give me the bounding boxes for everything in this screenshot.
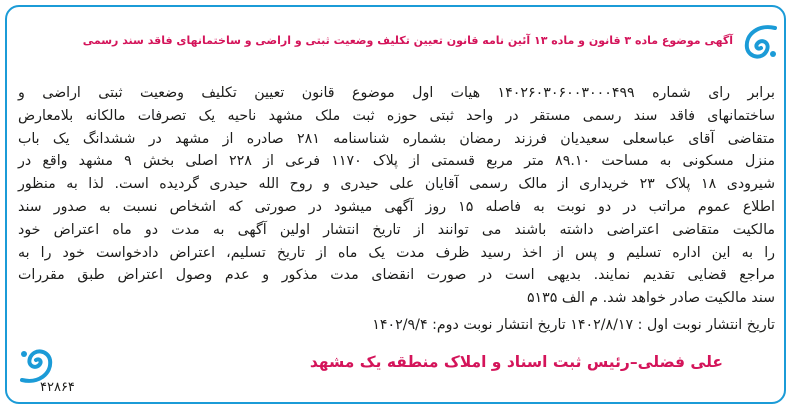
notice-body-line: اطلاع عموم مراتب در دو نوبت به فاصله ۱۵ روز آگهی میشود در صورتی که اشخاص نسبت به صدور سند [18,198,775,215]
notice-body-line: را به این اداره تسلیم و پس از اخذ رسید ظرف مدت یک ماه از تاریخ تسلیم، اعتراض دادخواست خود را به [18,244,775,261]
notice-body-line: مراجع قضایی تقدیم نمایند. بدیهی است در صورت انقضای مدت مذکور و عدم وصول اعتراض طبق مقررات [18,267,775,284]
swirl-ornament-icon [737,20,781,64]
notice-body-line: متقاضی آقای عباسعلی سعیدیان فرزند رمضان بشماره شناسنامه ۲۸۱ صادره از مشهد در ششدانگ یک باب [18,130,775,147]
signature: علی فضلی–رئیس ثبت اسناد و املاک منطقه یک مشهد [309,353,723,371]
notice-body-line: برابر رای شماره ۱۴۰۲۶۰۳۰۶۰۰۳۰۰۰۴۹۹ هیات اول موضوع قانون تعیین تکلیف وضعیت ثبتی اراضی و [18,85,775,101]
notice-title: آگهی موضوع ماده ۳ قانون و ماده ۱۳ آئین نامه قانون تعیین تکلیف وضعیت ثبتی و اراضی و ساختمانهای فاقد سند رسمی [82,34,733,47]
notice-body-line: ساختمانهای فاقد سند رسمی مستقر در واحد ثبتی حوزه ثبت ملک مشهد ناحیه یک تصرفات مالکانه بلامعارض [18,107,775,124]
publication-dates: تاریخ انتشار نوبت اول : ۱۴۰۲/۸/۱۷ تاریخ انتشار نوبت دوم: ۱۴۰۲/۹/۴ [372,317,775,333]
notice-body [18,82,775,310]
notice-body-line: مالکیت متقاضی اعتراضی داشته باشند می توانند از تاریخ انتشار اولین آگهی به مدت دو ماه اعتراض خود [18,221,775,238]
notice-body-line: شیرودی ۱۸ پلاک ۲۳ خریداری از مالک رسمی آقایان علی حیدری و روح الله حیدری گردیده است. لذا به منظور [18,176,776,193]
notice-body-line: منزل مسکونی به مساحت ۸۹.۱۰ متر مربع قسمتی از پلاک ۱۱۷۰ فرعی از ۲۲۸ اصلی بخش ۹ مشهد واقع در [18,153,775,170]
notice-code: ۴۲۸۶۴ [40,380,75,395]
notice-body-line: سند مالکیت صادر خواهد شد. م الف ۵۱۳۵ [526,290,775,307]
